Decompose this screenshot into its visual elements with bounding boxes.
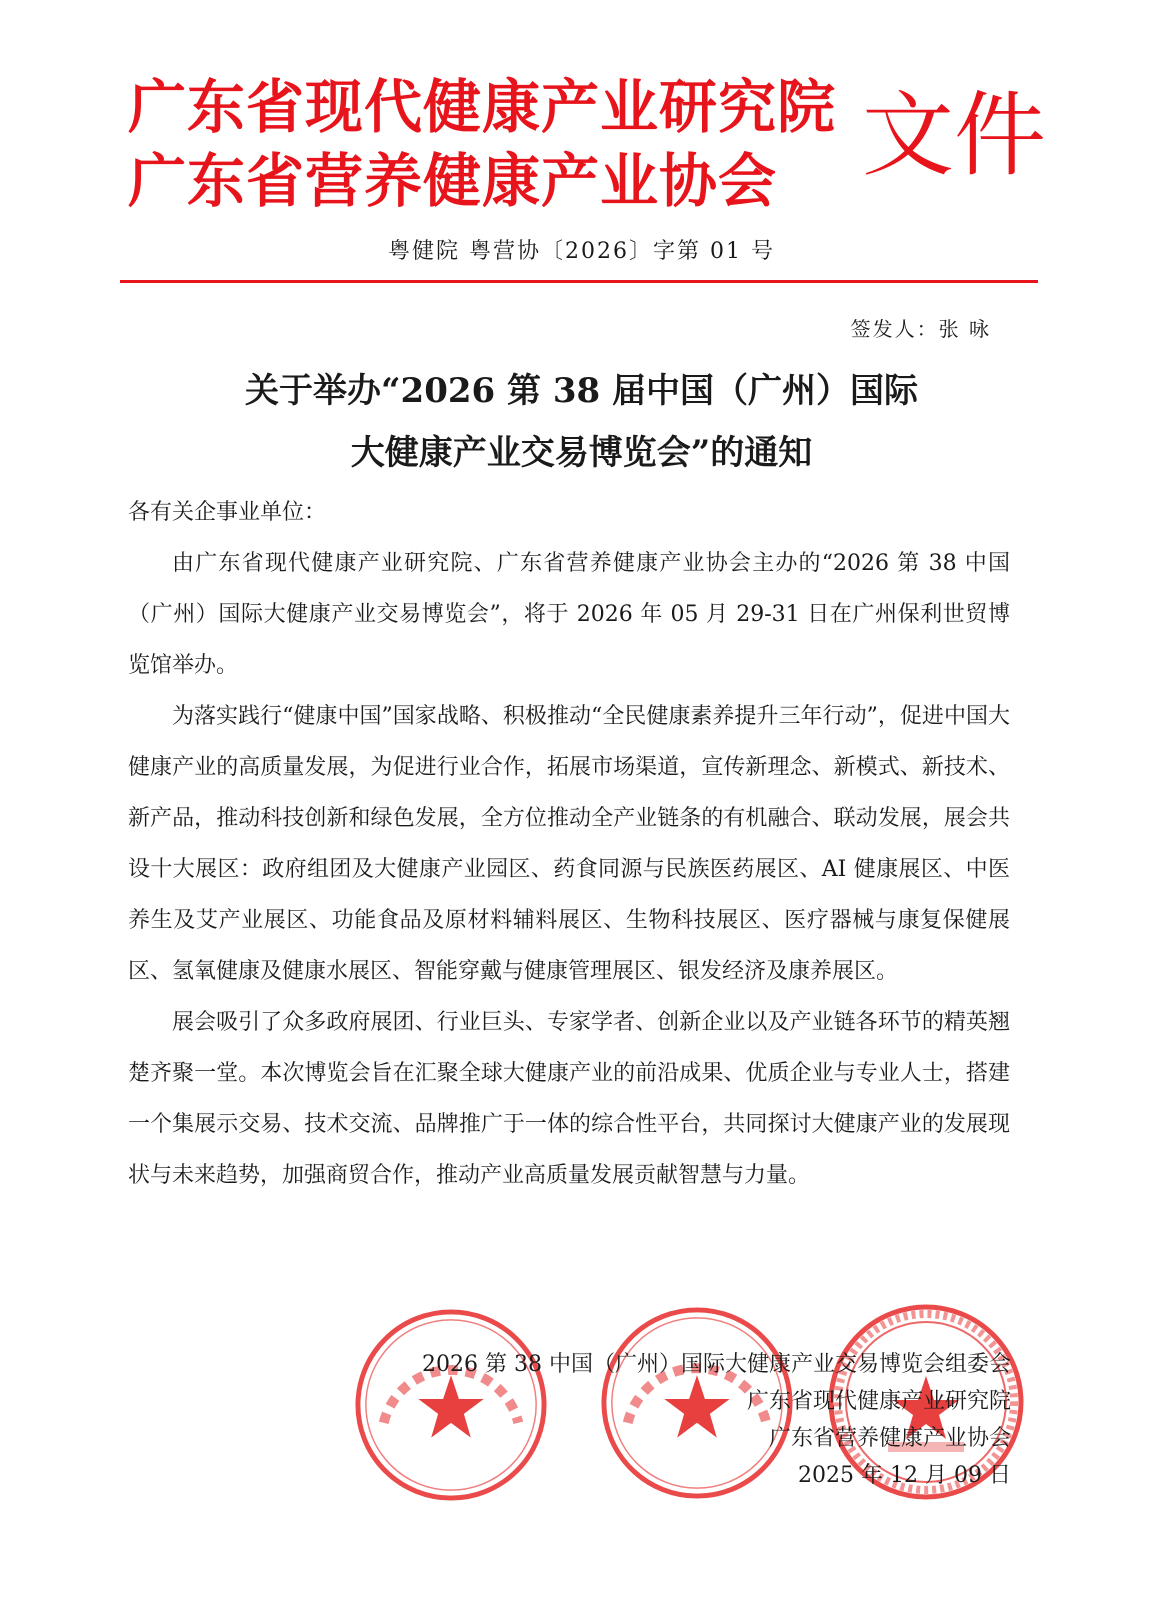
salutation: 各有关企事业单位：: [128, 500, 327, 525]
paragraph-1: 由广东省现代健康产业研究院、广东省营养健康产业协会主办的“2026 第 38 中国（广州）国际大健康产业交易博览会”，将于 2026 年 05 月 29-31 日在广州保利世贸博览馆举办。: [128, 551, 1010, 678]
org-name-line2: 广东省营养健康产业协会: [128, 147, 778, 215]
association-name: 广东省营养健康产业协会: [768, 1426, 1011, 1451]
committee-name: 2026 第 38 中国（广州）国际大健康产业交易博览会组委会: [422, 1352, 1011, 1377]
red-divider-line: [120, 280, 1038, 283]
issue-date: 2025 年 12 月 09 日: [798, 1463, 1011, 1488]
document-type-label: 文件: [862, 82, 1047, 189]
paragraph-2: 为落实践行“健康中国”国家战略、积极推动“全民健康素养提升三年行动”，促进中国大健康产业的高质量发展，为促进行业合作，拓展市场渠道，宣传新理念、新模式、新技术、新产品，推动科技创新和绿色发展，全方位推动全产业链条的有机融合、联动发展，展会共设十大展区：政府组团及大健康产业园区、药食同源与民族医药展区、AI 健康展区、中医养生及艾产业展区、功能食品及原材料辅料展区、生物科技展区、医疗器械与康复保健展区、氢氧健康及健康水展区、智能穿戴与健康管理展区、银发经济及康养展区。: [128, 704, 1010, 984]
notice-title: [0, 360, 1163, 484]
issuing-organizations: [128, 70, 836, 218]
signature-block: [422, 1346, 1011, 1494]
org-name-line1: 广东省现代健康产业研究院: [128, 73, 837, 141]
institute-name: 广东省现代健康产业研究院: [746, 1389, 1011, 1414]
title-line2: 大健康产业交易博览会”的通知: [350, 433, 813, 473]
title-line1: 关于举办“2026 第 38 届中国（广州）国际: [244, 371, 918, 411]
document-number: 粤健院 粤营协〔2026〕字第 01 号: [388, 239, 775, 264]
signer: 签发人：张 咏: [850, 317, 991, 341]
notice-body: [128, 487, 1010, 1201]
paragraph-3: 展会吸引了众多政府展团、行业巨头、专家学者、创新企业以及产业链各环节的精英翘楚齐聚一堂。本次博览会旨在汇聚全球大健康产业的前沿成果、优质企业与专业人士，搭建一个集展示交易、技术交流、品牌推广于一体的综合性平台，共同探讨大健康产业的发展现状与未来趋势，加强商贸合作，推动产业高质量发展贡献智慧与力量。: [128, 1010, 1010, 1188]
